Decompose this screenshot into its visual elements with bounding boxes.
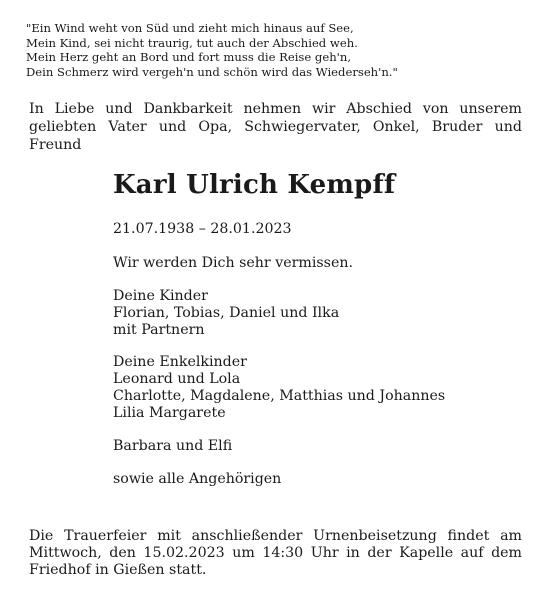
grandchildren-group — [113, 354, 513, 422]
others-group — [113, 438, 513, 455]
grandchildren-heading: Deine Enkelkinder — [113, 354, 247, 370]
grandchildren-names: Leonard und Lola — [113, 371, 241, 387]
farewell-message-text: Wir werden Dich sehr vermissen. — [113, 255, 354, 271]
deceased-name: Karl Ulrich Kempff — [113, 170, 396, 200]
farewell-message — [113, 255, 513, 272]
grandchildren-names: Lilia Margarete — [113, 405, 226, 421]
children-heading: Deine Kinder — [113, 288, 208, 304]
relatives-text: sowie alle Angehörigen — [113, 471, 282, 487]
poem-line: Dein Schmerz wird vergeh'n und schön wird das Wiederseh'n." — [26, 64, 398, 79]
relatives-group — [113, 471, 513, 488]
children-group — [113, 288, 513, 339]
others-names: Barbara und Elfi — [113, 438, 233, 454]
intro-text: In Liebe und Dankbarkeit nehmen wir Abschied von unserem geliebten Vater und Opa, Schwiegervater, Onkel, Bruder und Freund — [29, 101, 522, 153]
children-partners: mit Partnern — [113, 322, 205, 338]
life-dates — [113, 221, 513, 238]
poem-line: Mein Herz geht an Bord und fort muss die Reise geh'n, — [26, 50, 352, 65]
life-dates-text: 21.07.1938 – 28.01.2023 — [113, 221, 292, 237]
children-names: Florian, Tobias, Daniel und Ilka — [113, 305, 340, 321]
funeral-notice: Die Trauerfeier mit anschließender Urnenbeisetzung findet am Mittwoch, den 15.02.2023 um 14:30 Uhr in der Kapelle auf dem Friedhof in Gießen statt. — [29, 528, 522, 578]
poem-line: "Ein Wind weht von Süd und zieht mich hinaus auf See, — [26, 21, 354, 35]
poem-line: Mein Kind, sei nicht traurig, tut auch der Abschied weh. — [26, 35, 358, 50]
grandchildren-names: Charlotte, Magdalene, Matthias und Johannes — [113, 388, 446, 404]
poem-quote — [26, 21, 526, 79]
